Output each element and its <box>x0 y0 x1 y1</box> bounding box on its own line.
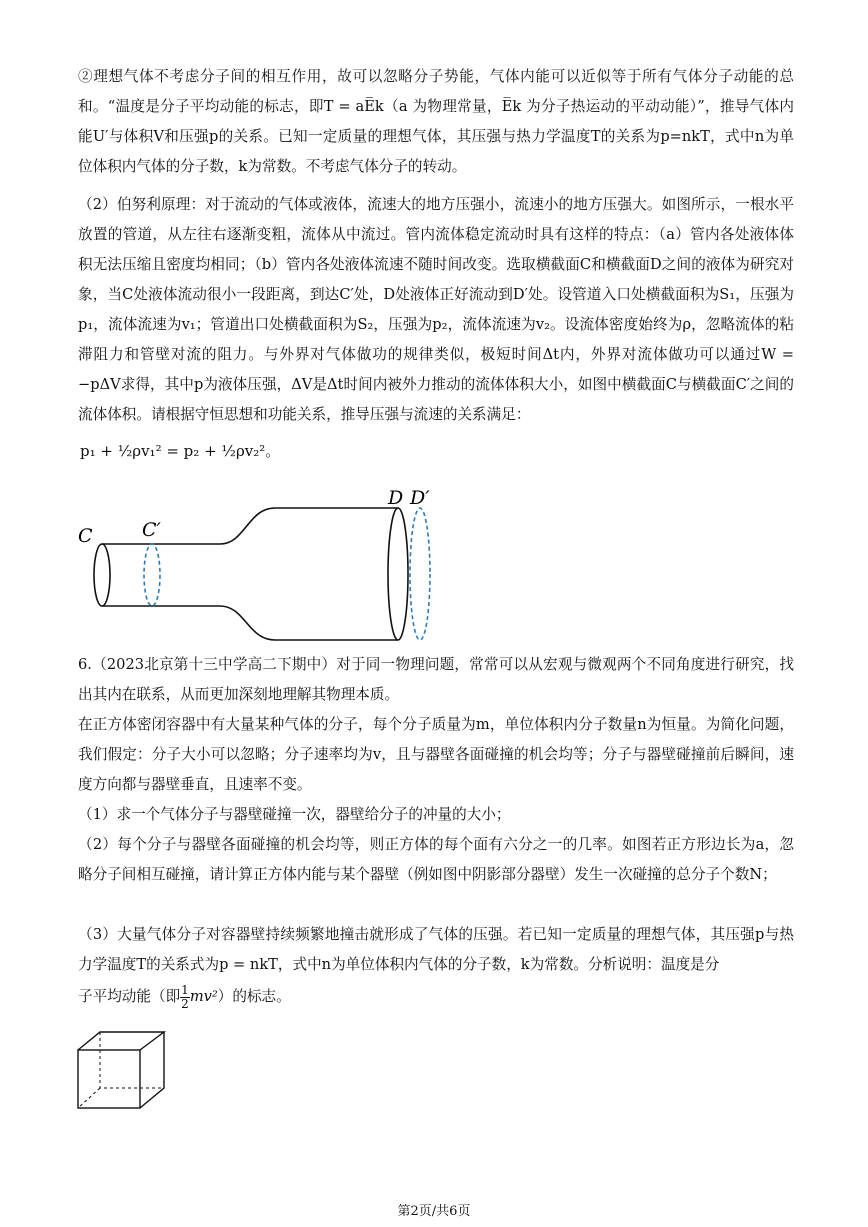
paragraph-subquestion-2: （2）每个分子与器壁各面碰撞的机会均等，则正方体的每个面有六分之一的几率。如图若正方形边长为a，忽略分子间相互碰撞，请计算正方体内能与某个器壁（例如图中阴影部分器壁）发生一次碰撞的总分子个数N； <box>78 836 794 883</box>
fraction-denominator: 2 <box>181 996 189 1011</box>
page-footer: 第2页/共6页 <box>397 1204 471 1219</box>
label-c-prime: C′ <box>142 519 161 541</box>
label-d: D <box>388 487 404 509</box>
kinetic-term: mv² <box>189 988 218 1005</box>
paragraph-bernoulli: （2）伯努利原理：对于流动的气体或液体，流速大的地方压强小，流速小的地方压强大。如图所示，一根水平放置的管道，从左往右逐渐变粗，流体从中流过。管内流体稳定流动时具有这样的特点：（a）管内各处液体体积无法压缩且密度均相同；（b）管内各处液体流速不随时间改变。选取横截面C和横截面D之间的液体为研究对象，当C处液体流动很小一段距离，到达C′处，D处液体正好流动到D′处。设管道入口处横截面积为S₁，压强为p₁，流体流速为v₁；管道出口处横截面积为S₂，压强为p₂，流体流速为v₂。设流体密度始终为ρ，忽略流体的粘滞阻力和管壁对流的阻力。与外界对气体做功的规律类似，极短时间Δt内，外界对流体做功可以通过W = −pΔV求得，其中p为液体压强，ΔV是Δt时间内被外力推动的流体体积大小，如图中横截面C与横截面C′之间的流体体积。请根据守恒思想和功能关系，推导压强与流速的关系满足： <box>78 196 794 423</box>
fraction-numerator: 1 <box>181 982 189 997</box>
cube-figure <box>74 1028 174 1114</box>
paragraph-cube-setup: 在正方体密闭容器中有大量某种气体的分子，每个分子质量为m，单位体积内分子数量n为恒量。为简化问题，我们假定：分子大小可以忽略；分子速率均为v，且与器壁各面碰撞的机会均等；分子与器壁碰撞前后瞬间，速度方向都与器壁垂直，且速率不变。 <box>78 716 794 793</box>
text-pre: 子平均动能（即 <box>78 988 181 1005</box>
pipe-figure <box>70 480 450 650</box>
paragraph-internal-energy: ②理想气体不考虑分子间的相互作用，故可以忽略分子势能，气体内能可以近似等于所有气体分子动能的总和。“温度是分子平均动能的标志，即T = aE̅k（a 为物理常量，E̅k 为分子热运动的平动动能）”，推导气体内能U′与体积V和压强p的关系。已知一定质量的理想气体，其压强与热力学温度T的关系为p=nkT，式中n为单位体积内气体的分子数，k为常数。不考虑气体分子的转动。 <box>78 68 794 175</box>
label-d-prime: D′ <box>410 487 430 509</box>
text-post: ）的标志。 <box>217 988 291 1005</box>
paragraph-question-6-intro: 6.（2023北京第十三中学高二下期中）对于同一物理问题，常常可以从宏观与微观两个不同角度进行研究，找出其内在联系，从而更加深刻地理解其物理本质。 <box>78 656 794 703</box>
fraction-half <box>180 984 190 1011</box>
paragraph-subquestion-3-end <box>78 982 794 1012</box>
label-c: C <box>78 525 93 547</box>
bernoulli-formula: p₁ + ½ρv₁² = p₂ + ½ρv₂²。 <box>80 442 281 460</box>
paragraph-subquestion-1: （1）求一个气体分子与器壁碰撞一次，器壁给分子的冲量的大小； <box>78 806 511 823</box>
paragraph-subquestion-3: （3）大量气体分子对容器壁持续频繁地撞击就形成了气体的压强。若已知一定质量的理想气体，其压强p与热力学温度T的关系式为p = nkT，式中n为单位体积内气体的分子数，k为常数。分析说明：温度是分 <box>78 926 794 973</box>
